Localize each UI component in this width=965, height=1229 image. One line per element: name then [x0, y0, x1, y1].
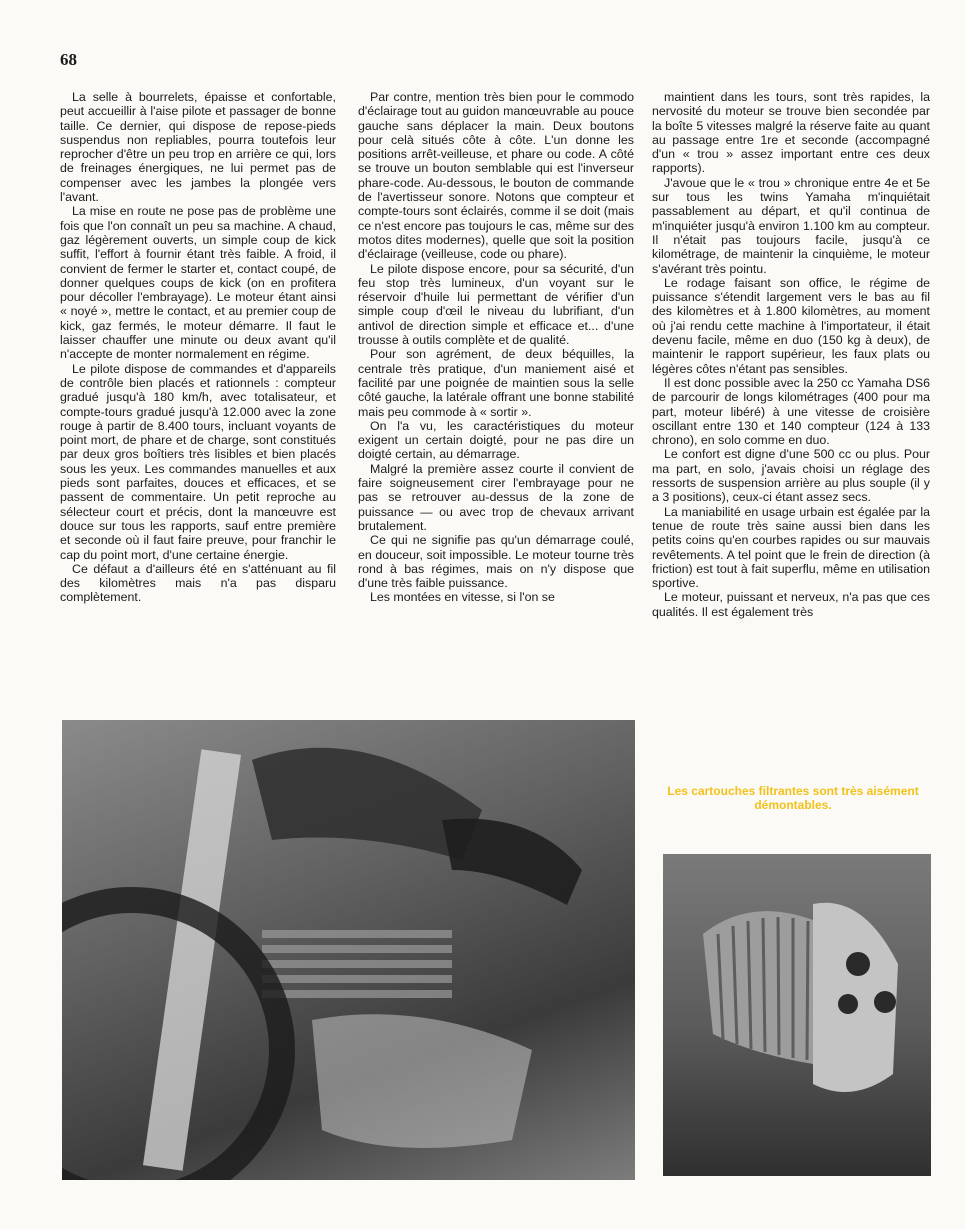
paragraph: La selle à bourrelets, épaisse et confortable, peut accueillir à l'aise pilote et passager de bonne taille. Ce dernier, qui dispose de repose-pieds suspendus non repliables, pourra toutefois leur reprocher d'être un peu trop en arrière ce qui, lors de freinages énergiques, ne lui permet pas de compenser avec les jambes la plongée vers l'avant. — [60, 90, 336, 205]
page-number: 68 — [60, 50, 77, 69]
paragraph: maintient dans les tours, sont très rapides, la nervosité du moteur se trouve bien secondée par la boîte 5 vitesses malgré la réserve faite au quant au passage entre 1re et seconde (accompagné d'un « trou » assez important entre ces deux rapports). — [652, 90, 930, 176]
paragraph: Le moteur, puissant et nerveux, n'a pas que ces qualités. Il est également très — [652, 590, 930, 619]
paragraph: Malgré la première assez courte il convient de faire soigneusement cirer l'embrayage pour ne pas se retrouver au-dessus de la zone de puissance — ou avec trop de chevaux arrivant brutalement. — [358, 461, 634, 533]
paragraph: La maniabilité en usage urbain est égalée par la tenue de route très saine aussi bien dans les petits coins qu'en courbes rapides ou sur mauvais revêtements. A tel point que le frein de direction (à friction) est tout à fait superflu, même en utilisation sportive. — [652, 504, 930, 591]
text-column-3 — [652, 90, 930, 619]
paragraph: Par contre, mention très bien pour le commodo d'éclairage tout au guidon manœuvrable au pouce gauche sans déplacer la main. Deux boutons pour celà situés côte à côte. L'un donne les positions arrêt-veilleuse, et phare ou code. A côté se trouve un bouton semblable qui est l'inverseur phare-code. Au-dessous, le bouton de commande de l'avertisseur sonore. Notons que compteur et compte-tours sont éclairés, comme il se doit (mais ce n'est encore pas toujours le cas, même sur des motos dites modernes), quelle que soit la position d'éclairage (veilleuse, code ou phare). — [358, 90, 634, 262]
paragraph: Ce qui ne signifie pas qu'un démarrage coulé, en douceur, soit impossible. Le moteur tourne très rond à bas régimes, mais on n'y dispose que d'une très faible puissance. — [358, 533, 634, 591]
paragraph: J'avoue que le « trou » chronique entre 4e et 5e sur tous les twins Yamaha m'inquiétait passablement au départ, et qu'il continua de m'inquiéter jusqu'à environ 1.100 km au compteur. Il n'était pas toujours facile, jusqu'à ce kilométrage, de maintenir la cinquième, le moteur s'avérant très pointu. — [652, 175, 930, 276]
paragraph: On l'a vu, les caractéristiques du moteur exigent un certain doigté, pour ne pas dire un doigté certain, au démarrage. — [358, 418, 634, 462]
paragraph: Le rodage faisant son office, le régime de puissance s'étendit largement vers le bas au fil des kilomètres et à 1.800 kilomètres, au moment où j'ai rendu cette machine à l'importateur, il était devenu facile, même en duo (150 kg à deux), de maintenir le rapport supérieur, les faux plats ou légères côtes n'étant pas sensibles. — [652, 275, 930, 376]
paragraph: Les montées en vitesse, si l'on se — [370, 590, 555, 605]
paragraph: Ce défaut a d'ailleurs été en s'atténuant au fil des kilomètres mais n'a pas disparu complètement. — [60, 561, 336, 605]
motorcycle-photo — [62, 720, 635, 1180]
paragraph: Il est donc possible avec la 250 cc Yamaha DS6 de parcourir de longs kilométrages (400 pour ma part, moteur libéré) à une vitesse de croisière oscillant entre 130 et 140 compteur (124 à 133 chrono), en solo comme en duo. — [652, 375, 930, 448]
text-column-2 — [358, 90, 634, 605]
air-filter-illustration — [663, 854, 931, 1176]
photo-caption: Les cartouches filtrantes sont très aisément démontables. — [667, 784, 919, 812]
paragraph: Pour son agrément, de deux béquilles, la centrale très pratique, d'un maniement aisé et facilité par une poignée de maintien sous la selle côté gauche, la latérale offrant une bonne stabilité mais peu commode à « sortir ». — [358, 347, 634, 419]
paragraph: Le pilote dispose encore, pour sa sécurité, d'un feu stop très lumineux, d'un voyant sur le réservoir d'huile lui permettant de vérifier d'un simple coup d'œil le niveau du lubrifiant, d'un antivol de direction simple et efficace et... d'une trousse à outils complète et de qualité. — [358, 261, 634, 348]
motorcycle-illustration — [62, 720, 635, 1180]
air-filter-photo — [663, 854, 931, 1176]
paragraph: La mise en route ne pose pas de problème une fois que l'on connaît un peu sa machine. A chaud, gaz légèrement ouverts, un simple coup de kick suffit, l'effort à fournir étant très faible. A froid, il convient de fermer le starter et, contact coupé, de donner quelques coups de kick (on en profitera pour décoller l'embrayage). Le moteur étant ainsi « noyé », mettre le contact, et au premier coup de kick, gaz fermés, le moteur démarre. Il faut le laisser chauffer une minute ou deux avant qu'il n'accepte de monter normalement en régime. — [60, 204, 336, 362]
paragraph: Le pilote dispose de commandes et d'appareils de contrôle bien placés et rationnels : compteur gradué jusqu'à 180 km/h, avec totalisateur, et compte-tours gradué jusqu'à 12.000 avec la zone rouge à partir de 8.400 tours, incluant voyants de point mort, de phare et de charge, sont constitués par deux gros boîtiers très lisibles et bien placés sous les yeux. Les commandes manuelles et aux pieds sont parfaites, douces et efficaces, et se passent de commentaire. Un petit reproche au sélecteur court et précis, dont la manœuvre est douce sur tous les rapports, sauf entre première et seconde où il faut faire preuve, pour franchir le cap du point mort, d'une certaine énergie. — [60, 361, 336, 562]
text-column-1 — [60, 90, 336, 605]
paragraph: Le confort est digne d'une 500 cc ou plus. Pour ma part, en solo, j'avais choisi un réglage des ressorts de suspension arrière au plus souple (il y a 3 positions), ceux-ci étant assez secs. — [652, 447, 930, 505]
